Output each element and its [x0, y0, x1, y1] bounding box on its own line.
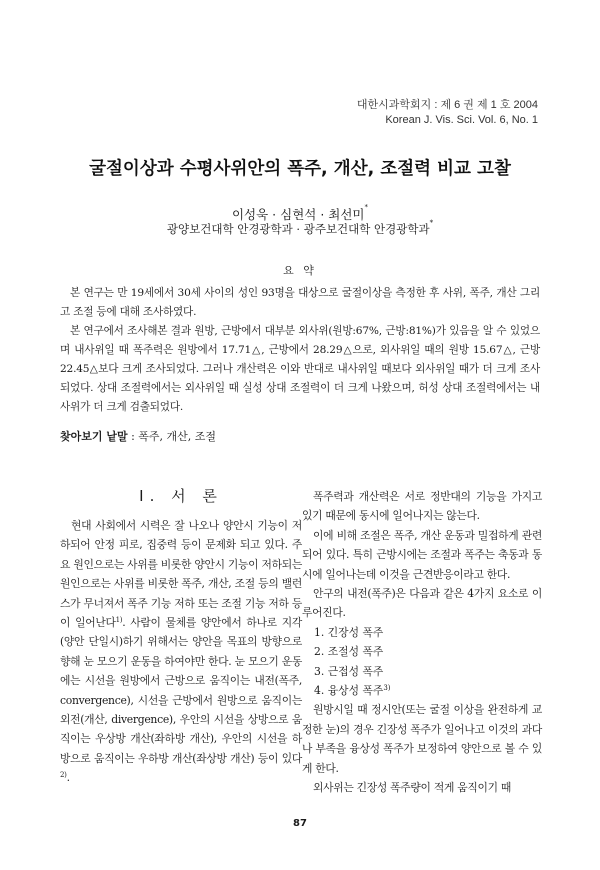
keywords-value: : 폭주, 개산, 조절 — [131, 430, 217, 443]
section-heading: I. 서 론 — [139, 487, 223, 505]
paper-title: 굴절이상과 수평사위안의 폭주, 개산, 조절력 비교 고찰 — [89, 159, 511, 179]
author-mark: * — [364, 203, 369, 211]
list-item: 3. 근접성 폭주 — [314, 664, 384, 678]
intro-paragraph — [60, 516, 302, 788]
affiliation-mark: * — [429, 219, 434, 227]
author-names: 이성욱 · 심현석 · 최선미 — [231, 207, 365, 222]
intro-text-1: 현대 사회에서 시력은 잘 나오나 양안시 기능이 저하되어 안정 피로, 집중력 등이 문제화 되고 있다. 주요 원인으로는 사위를 비롯한 양안시 기능이 저하되는 원인으로는 사위를 비롯한 폭주, 개산, 조절 등의 밸런스가 무너져서 폭주 기능 저하 또는 조절 기능 저하 등이 일어난다 — [60, 519, 302, 630]
affiliation — [0, 221, 600, 237]
right-paragraph-2: 이에 비해 조절은 폭주, 개산 운동과 밀접하게 관련되어 있다. 특히 근방시에는 조절과 폭주는 축동과 동시에 일어나는데 이것을 근견반응이라고 한다. — [302, 528, 542, 581]
keywords-label: 찾아보기 낱말 — [60, 430, 128, 443]
right-paragraph-3: 안구의 내전(폭주)은 다음과 같은 4가지 요소로 이루어진다. — [302, 587, 542, 620]
journal-citation-korean: 대한시과학회지 : 제 6 권 제 1 호 2004 — [356, 99, 538, 111]
list-item: 1. 긴장성 폭주 — [314, 625, 384, 639]
reference-3: 3) — [383, 684, 391, 693]
affiliation-text: 광양보건대학 안경광학과 · 광주보건대학 안경광학과 — [166, 222, 430, 236]
keywords — [60, 428, 216, 444]
list-item — [314, 681, 542, 700]
journal-header — [357, 98, 538, 128]
intro-text-end: . — [66, 771, 70, 785]
reference-2: 2) — [60, 771, 67, 780]
abstract-paragraph-2: 본 연구에서 조사해본 결과 원방, 근방에서 대부분 외사위(원방:67%, 근방:81%)가 있음을 알 수 있었으며 내사위일 때 폭주력은 원방에서 17.71△, 근방에서 28.29△으로, 외사위일 때의 원방 15.67△, 근방 22.45△보다 크게 조사되었다. 그러나 개산력은 이와 반대로 내사위일 때보다 외사위일 때가 더 크게 조사되었다. 상대 조절력에서는 외사위일 때 실성 상대 조절력이 더 크게 나왔으며, 허성 상대 조절력에서는 내사위가 더 크게 검출되었다. — [60, 325, 540, 413]
reference-1: 1) — [115, 616, 123, 625]
page-number: 87 — [293, 818, 307, 829]
right-paragraph-1: 폭주력과 개산력은 서로 정반대의 기능을 가지고 있기 때문에 동시에 일어나지는 않는다. — [302, 490, 542, 523]
journal-citation-english: Korean J. Vis. Sci. Vol. 6, No. 1 — [385, 114, 538, 126]
abstract-paragraph-1: 본 연구는 만 19세에서 30세 사이의 성인 93명을 대상으로 굴절이상을 측정한 후 사위, 폭주, 개산 그리고 조절 등에 대해 조사하였다. — [60, 287, 540, 318]
list-item-text: 4. 융상성 폭주 — [314, 684, 384, 698]
right-column — [302, 487, 542, 798]
abstract — [60, 284, 540, 417]
left-column — [60, 516, 302, 788]
right-paragraph-5: 외사위는 긴장성 폭주량이 적게 움직이기 때 — [313, 781, 511, 795]
intro-text-2: . 사람이 물체를 양안에서 하나로 지각(양안 단일시)하기 위해서는 양안을 목표의 방향으로 향해 눈 모으기 운동을 하여야만 한다. 눈 모으기 운동에는 시선을 원방에서 근방으로 움직이는 내전(폭주, convergence), 시선을 근방에서 원방으로 움직이는 외전(개산, divergence), 우안의 시선을 상방으로 움직이는 우상방 개산(좌하방 개산), 우안의 시선을 하방으로 움직이는 우하방 개산(좌상방 개산) 등이 있다 — [60, 616, 302, 765]
abstract-heading: 요 약 — [283, 264, 317, 277]
list-item: 2. 조절성 폭주 — [314, 645, 384, 659]
convergence-list — [302, 623, 542, 701]
right-paragraph-4: 원방시일 때 정시안(또는 굴절 이상을 완전하게 교정한 눈)의 경우 긴장성 폭주가 일어나고 이것의 과다나 부족을 융상성 폭주가 보정하여 양안으로 볼 수 있게 한다. — [302, 703, 542, 775]
